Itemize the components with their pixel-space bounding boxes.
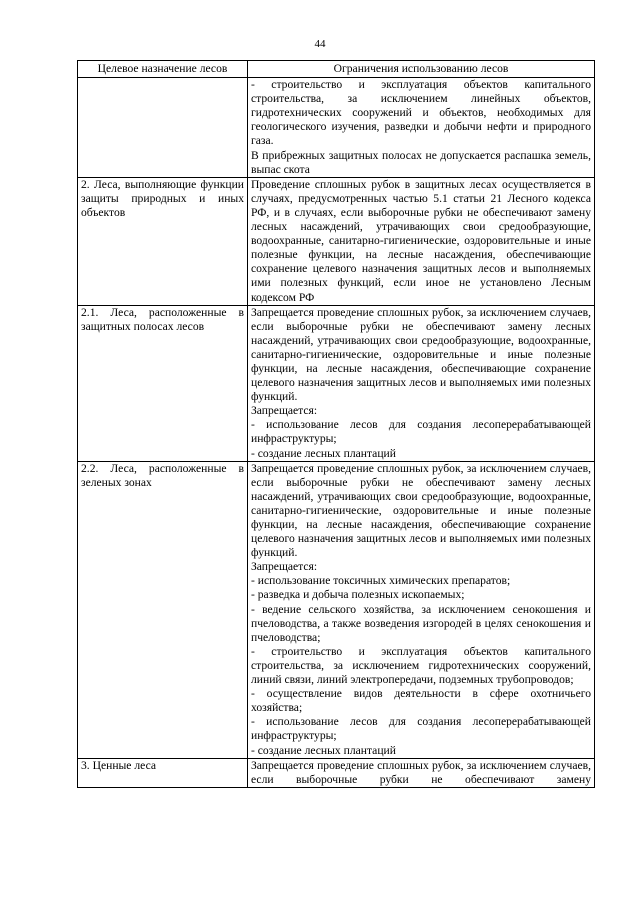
header-purpose: Целевое назначение лесов <box>78 61 248 78</box>
restriction-paragraph: - использование лесов для создания лесоперерабатывающей инфраструктуры; <box>251 715 591 743</box>
table-header-row <box>78 61 595 78</box>
table-row <box>78 758 595 787</box>
restriction-paragraph: Запрещается проведение сплошных рубок, за исключением случаев, если выборочные рубки не обеспечивают замену лесных насаждений, утрачивающих свои средообразующие, водоохранные, санитарно-гигиенические, оздоровительные и иные полезные функции, на лесные насаждения, обеспечивающие сохранение целевого назначения защитных лесов и выполняемых ими полезных функций. <box>251 461 591 560</box>
restriction-paragraph: - создание лесных плантаций <box>251 743 396 757</box>
restrictions-cell <box>248 305 595 461</box>
purpose-cell: 2. Леса, выполняющие функции защиты природных и иных объектов <box>78 177 248 305</box>
restriction-paragraph: Запрещается проведение сплошных рубок, за исключением случаев, если выборочные рубки не обеспечивают замену лесных насаждений, утрачивающих свои средообразующие, водоохранные, санитарно-гигиенические, оздоровительные и иные полезные функции, на лесные насаждения, обеспечивающие сохранение целевого назначения защитных лесов и выполняемых ими полезных функций. <box>251 305 591 404</box>
restriction-paragraph: Запрещается проведение сплошных рубок, за исключением случаев, если выборочные рубки не обеспечивают замену <box>251 758 591 786</box>
table-row <box>78 177 595 305</box>
restrictions-cell <box>248 461 595 758</box>
purpose-cell: 2.1. Леса, расположенные в защитных полосах лесов <box>78 305 248 461</box>
header-restrictions: Ограничения использованию лесов <box>248 61 595 78</box>
restriction-paragraph: Запрещается: <box>251 560 318 574</box>
restriction-paragraph: - использование лесов для создания лесоперерабатывающей инфраструктуры; <box>251 418 591 446</box>
purpose-cell <box>78 78 248 178</box>
restrictions-cell <box>248 78 595 178</box>
page-number: 44 <box>314 38 326 50</box>
restriction-paragraph: Проведение сплошных рубок в защитных лесах осуществляется в случаях, предусмотренных частью 5.1 статьи 21 Лесного кодекса РФ, и в случаях, если выборочные рубки не обеспечивают замену лесных насаждений, утрачивающих свои средообразующие, водоохранные, санитарно-гигиенические, оздоровительные и иные полезные функции, на лесные насаждения, обеспечивающие сохранение целевого назначения защитных лесов и выполняемых ими полезных функций, если иное не установлено Лесным кодексом РФ <box>251 177 591 304</box>
table-row <box>78 461 595 758</box>
restriction-paragraph: - создание лесных плантаций <box>251 446 396 460</box>
restrictions-cell <box>248 177 595 305</box>
restriction-paragraph: - разведка и добыча полезных ископаемых; <box>251 588 465 602</box>
forest-restrictions-table <box>77 60 595 788</box>
purpose-cell: 2.2. Леса, расположенные в зеленых зонах <box>78 461 248 758</box>
restriction-paragraph: - ведение сельского хозяйства, за исключением сенокошения и пчеловодства, а также возведения изгородей в целях сенокошения и пчеловодства; <box>251 602 591 644</box>
restriction-paragraph: В прибрежных защитных полосах не допускается распашка земель, выпас скота <box>251 148 591 176</box>
continued-text-clip <box>251 759 591 787</box>
restrictions-cell <box>248 758 595 787</box>
table-row <box>78 305 595 461</box>
restriction-paragraph: - строительство и эксплуатация объектов капитального строительства, за исключением гидротехнических сооружений, линий связи, линий электропередачи, подземных трубопроводов; <box>251 644 591 687</box>
restriction-paragraph: Запрещается: <box>251 404 318 418</box>
restriction-paragraph: - осуществление видов деятельности в сфере охотничьего хозяйства; <box>251 687 591 715</box>
purpose-cell: 3. Ценные леса <box>78 758 248 787</box>
table-row <box>78 78 595 178</box>
restriction-paragraph: - строительство и эксплуатация объектов капитального строительства, за исключением линейных объектов, гидротехнических сооружений и объектов, необходимых для геологического изучения, разведки и добычи нефти и природного газа. <box>251 78 591 148</box>
restriction-paragraph: - использование токсичных химических препаратов; <box>251 574 511 588</box>
